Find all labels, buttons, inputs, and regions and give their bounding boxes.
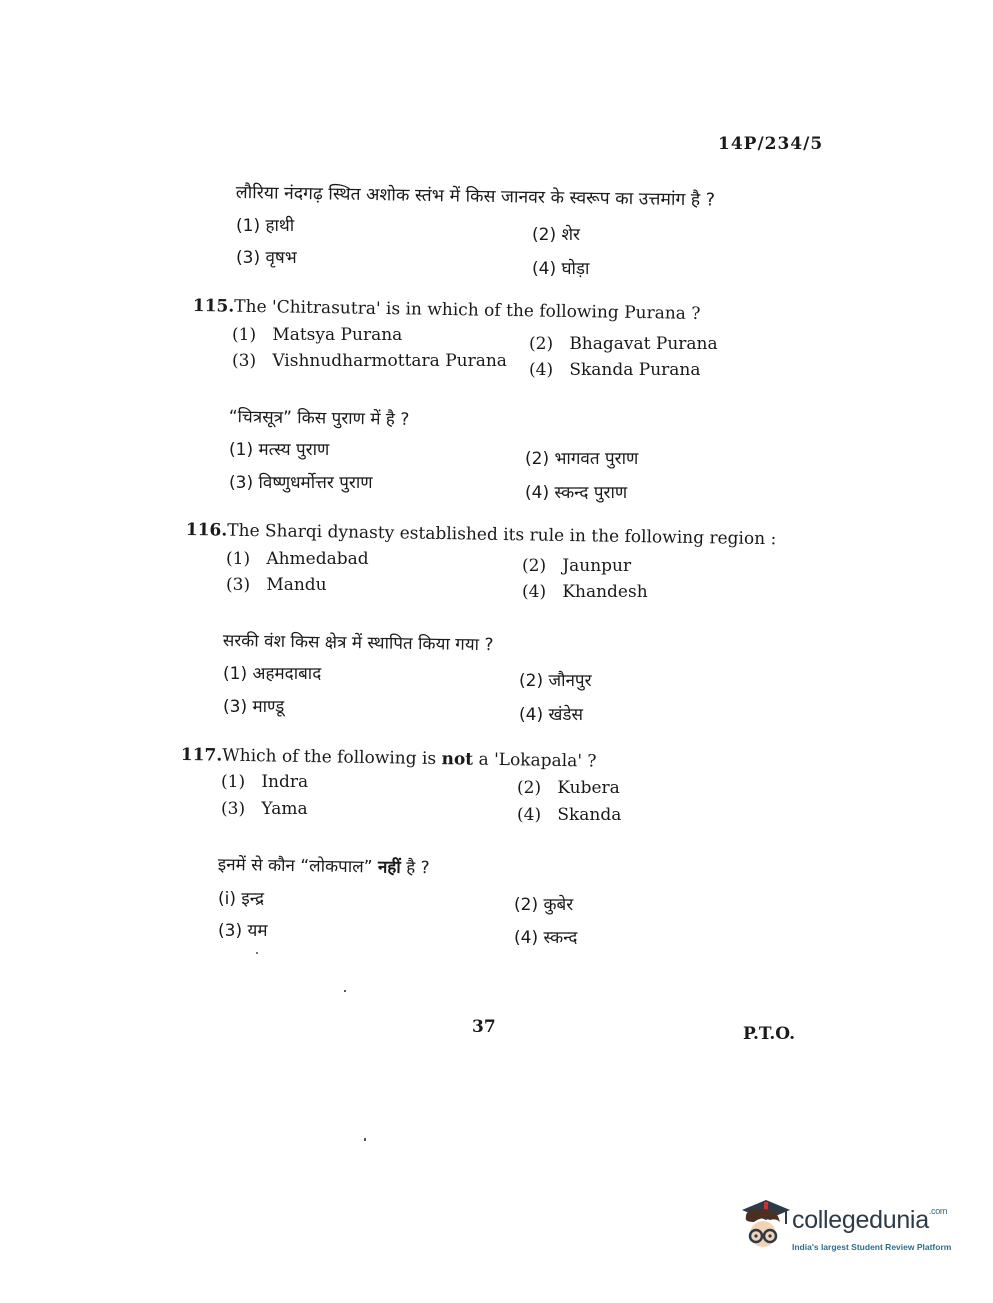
option-number: (1) bbox=[226, 549, 251, 569]
option-number: (2) bbox=[522, 556, 547, 576]
option-3: (3) माण्डू bbox=[223, 697, 285, 717]
option-2: (2) शेर bbox=[532, 225, 580, 245]
option-number: (3) bbox=[232, 351, 257, 371]
option-4: (4) खंडेस bbox=[519, 705, 583, 725]
option-4 bbox=[529, 360, 701, 380]
option-text: Jaunpur bbox=[562, 556, 632, 576]
question-line bbox=[186, 520, 777, 549]
option-2: (2) भागवत पुराण bbox=[525, 449, 639, 469]
option-3: (3) विष्णुधर्मोत्तर पुराण bbox=[229, 473, 373, 493]
question-text-pre: Which of the following is bbox=[222, 745, 437, 770]
option-1 bbox=[226, 549, 369, 569]
mascot-icon bbox=[736, 1196, 794, 1256]
question-text: “चित्रसूत्र” किस पुराण में है ? bbox=[228, 406, 410, 430]
pto-label: P.T.O. bbox=[743, 1024, 795, 1044]
scan-speck bbox=[256, 952, 258, 954]
option-1: (i) इन्द्र bbox=[218, 889, 265, 909]
option-number: (3) bbox=[226, 575, 251, 595]
question-number: 117. bbox=[180, 745, 223, 766]
option-number: (4) bbox=[529, 360, 554, 380]
option-text: Skanda Purana bbox=[569, 360, 701, 380]
question-line bbox=[181, 745, 597, 772]
option-1: (1) अहमदाबाद bbox=[223, 664, 322, 684]
option-4: (4) स्कन्द bbox=[514, 928, 578, 948]
option-3 bbox=[226, 575, 327, 595]
brand-suffix: .com bbox=[928, 1206, 948, 1216]
question-text-emphasis: नहीं bbox=[377, 857, 401, 878]
option-2 bbox=[522, 556, 631, 576]
option-text: Ahmedabad bbox=[266, 549, 369, 569]
option-number: (2) bbox=[517, 778, 542, 798]
option-text: Vishnudharmottara Purana bbox=[272, 351, 507, 371]
question-text: सरकी वंश किस क्षेत्र में स्थापित किया गया ? bbox=[222, 630, 494, 656]
paper-code: 14P/234/5 bbox=[718, 134, 824, 154]
option-1: (1) मत्स्य पुराण bbox=[229, 440, 330, 460]
option-number: (1) bbox=[232, 325, 257, 345]
option-4: (4) स्कन्द पुराण bbox=[525, 483, 628, 503]
question-number: 115. bbox=[192, 296, 235, 317]
option-text: Skanda bbox=[557, 805, 622, 825]
question-line bbox=[193, 296, 701, 324]
option-3: (3) यम bbox=[218, 921, 268, 941]
option-4 bbox=[522, 582, 648, 602]
question-text: The 'Chitrasutra' is in which of the following Purana ? bbox=[234, 296, 701, 324]
option-2: (2) जौनपुर bbox=[519, 671, 592, 691]
question-text: लौरिया नंदगढ़ स्थित अशोक स्तंभ में किस जानवर के स्वरूप का उत्तमांग है ? bbox=[235, 182, 716, 211]
brand-wordmark: collegedunia bbox=[792, 1206, 929, 1234]
question-text-emphasis: not bbox=[441, 749, 474, 770]
option-3 bbox=[221, 799, 308, 819]
option-3 bbox=[232, 351, 507, 371]
option-2 bbox=[517, 778, 620, 798]
option-number: (3) bbox=[221, 799, 246, 819]
collegedunia-logo bbox=[736, 1196, 956, 1260]
option-1: (1) हाथी bbox=[236, 216, 295, 236]
option-1 bbox=[232, 325, 402, 345]
brand-name bbox=[792, 1206, 947, 1235]
question-text: The Sharqi dynasty established its rule in the following region : bbox=[227, 520, 777, 550]
question-text-post: a 'Lokapala' ? bbox=[478, 749, 597, 772]
option-text: Mandu bbox=[266, 575, 327, 595]
scan-speck bbox=[364, 1138, 366, 1141]
option-number: (4) bbox=[517, 805, 542, 825]
option-4 bbox=[517, 805, 621, 825]
option-text: Yama bbox=[261, 799, 308, 819]
option-number: (4) bbox=[522, 582, 547, 602]
question-number: 116. bbox=[185, 520, 228, 541]
option-text: Khandesh bbox=[562, 582, 648, 602]
option-text: Matsya Purana bbox=[272, 325, 403, 345]
scan-speck bbox=[344, 990, 346, 992]
option-text: Kubera bbox=[557, 778, 620, 798]
option-number: (1) bbox=[221, 772, 246, 792]
option-2: (2) कुबेर bbox=[514, 895, 574, 915]
option-number: (2) bbox=[529, 334, 554, 354]
question-text-pre: इनमें से कौन “लोकपाल” bbox=[217, 854, 373, 878]
brand-tagline: India's largest Student Review Platform bbox=[792, 1242, 952, 1252]
option-text: Indra bbox=[261, 772, 309, 792]
question-text-post: है ? bbox=[406, 857, 430, 879]
option-3: (3) वृषभ bbox=[236, 248, 297, 268]
option-2 bbox=[529, 334, 718, 354]
option-1 bbox=[221, 772, 308, 792]
option-text: Bhagavat Purana bbox=[569, 334, 718, 354]
question-line bbox=[218, 852, 430, 878]
option-4: (4) घोड़ा bbox=[532, 259, 590, 279]
page-number: 37 bbox=[472, 1017, 496, 1037]
